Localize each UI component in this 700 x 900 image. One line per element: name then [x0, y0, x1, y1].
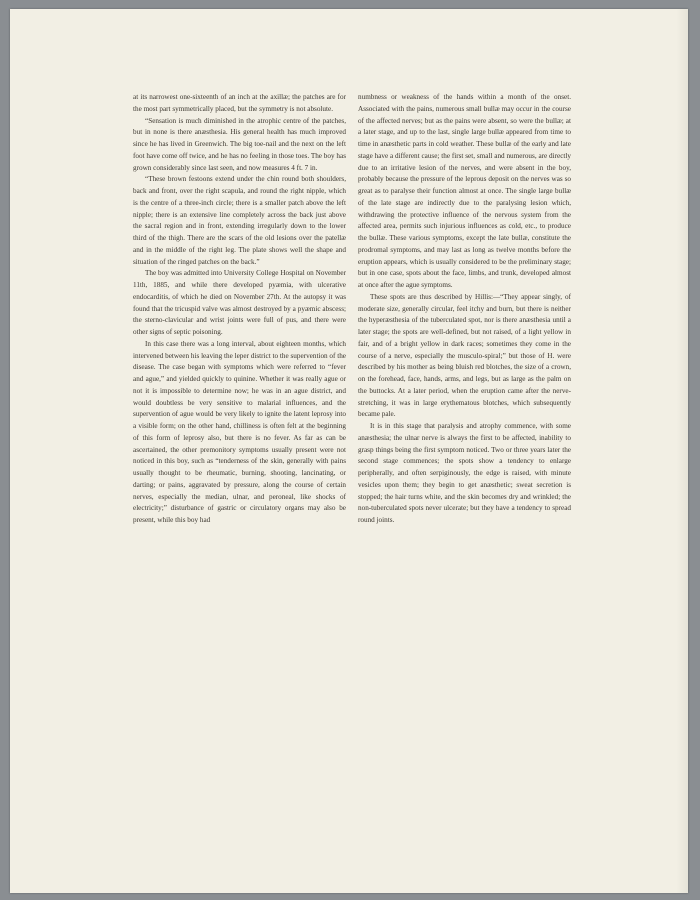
- paragraph: “These brown festoons extend under the chin round both shoulders, back and front, over the right scapula, and round the right nipple, which is the centre of a three-inch circle; there is a smaller patch above the left nipple; there is an extensive line completely across the back just above the sacral region and in front, extending irregularly down to the lower third of the thigh. There are the scars of the old lesions over the patellæ and in the middle of the right leg. The plate shows well the shape and situation of the ringed patches on the back.”: [133, 175, 346, 266]
- paragraph: at its narrowest one-sixteenth of an inch at the axillæ; the patches are for the most part symmetrically placed, but the symmetry is not absolute.: [133, 93, 346, 113]
- paragraph: “Sensation is much diminished in the atrophic centre of the patches, but in none is there anæsthesia. His general health has much improved since he has lived in Greenwich. The big toe-nail and the next on the left foot have come off twice, and he has no feeling in those toes. The boy has grown considerably since last seen, and now measures 4 ft. 7 in.: [133, 116, 346, 172]
- page-sheet: [10, 9, 688, 893]
- paragraph: In this case there was a long interval, about eighteen months, which intervened between his leaving the leper district to the supervention of the disease. The case began with symptoms which were referred to “fever and ague,” and yielded quickly to quinine. Whether it was really ague or not it is impossible to determine now; he was in an ague district, and would doubtless be very sensitive to malarial influences, and the supervention of ague would be very likely to ignite the latent leprosy into a visible form; on the other hand, chilliness is often felt at the beginning of this form of leprosy also, but there is no fever. As far as can be ascertained, the other premonitory symptoms usually present were not noticed in this boy, such as “tenderness of the skin, generally with pains usually thought to be rheumatic, burning, shooting, lancinating, or darting; or pains, aggravated by pressure, along the course of certain nerves, especially the median, ulnar, and peroneal, like shocks of electricity;” disturbance of gastric or circulatory organs may also be present, while this boy had: [133, 339, 346, 524]
- paragraph: numbness or weakness of the hands within a month of the onset. Associated with the pains, numerous small bullæ may occur in the course of the affected nerves; but as the pains were absent, so were the bullæ; at a later stage, and up to the last, single large bullæ appeared from time to time in anæsthetic parts in cold weather. These bullæ of the early and late stage have a different cause; the first set, small and numerous, are directly due to an irritative lesion of the nerves, and were absent in the boy, probably because the pressure of the leprous deposit on the nerves was so great as to paralyse their function almost at once. The single large bullæ of the late stage are indirectly due to the paralysing lesion which, withdrawing the protective influence of the nervous system from the affected area, permits such injurious influences as cold, etc., to produce the bullæ. These various symptoms, except the late bullæ, constitute the prodromal symptoms, and may last as long as twelve months before the eruption appears, which is usually considered to be the preliminary stage; but in one case, spots about the face, limbs, and trunk, developed almost at once after the ague symptoms.: [358, 93, 571, 289]
- left-text-column: [133, 92, 346, 527]
- right-text-column: [358, 92, 571, 527]
- paragraph: The boy was admitted into University College Hospital on November 11th, 1885, and while there developed pyæmia, with ulcerative endocarditis, of which he died on November 27th. At the autopsy it was found that the tricuspid valve was almost destroyed by a pyæmic abscess; the sterno-clavicular and wrist joints were full of pus, and there were other signs of septic poisoning.: [133, 269, 346, 336]
- paragraph: It is in this stage that paralysis and atrophy commence, with some anæsthesia; the ulnar nerve is always the first to be affected, inability to grasp things being the first symptom noticed. Two or three years later the second stage commences; the spots show a tendency to enlarge peripherally, and often serpiginously, the edge is raised, with minute vesicles upon them; they begin to get anæsthetic; sweat secretion is stopped; the hair turns white, and the skin becomes dry and wrinkled; the non-tuberculated spots never ulcerate; but they have a tendency to spread round joints.: [358, 422, 571, 524]
- paragraph: These spots are thus described by Hillis:—“They appear singly, of moderate size, generally circular, feel itchy and burn, but there is neither the hyperæsthesia of the tuberculated spot, nor is there anæsthesia until a later stage; the spots are well-defined, but not raised, of a light yellow in fair, and of a bright yellow in dark races; sometimes they come in the course of a nerve, especially the musculo-spiral;” but those of H. were described by his mother as being bluish red blotches, the size of a crown, on the forehead, face, hands, arms, and legs, but as large as the palm on the buttocks. At a later period, when the eruption came after the nerve-stretching, it was in large erythematous blotches, which subsequently became pale.: [358, 292, 571, 419]
